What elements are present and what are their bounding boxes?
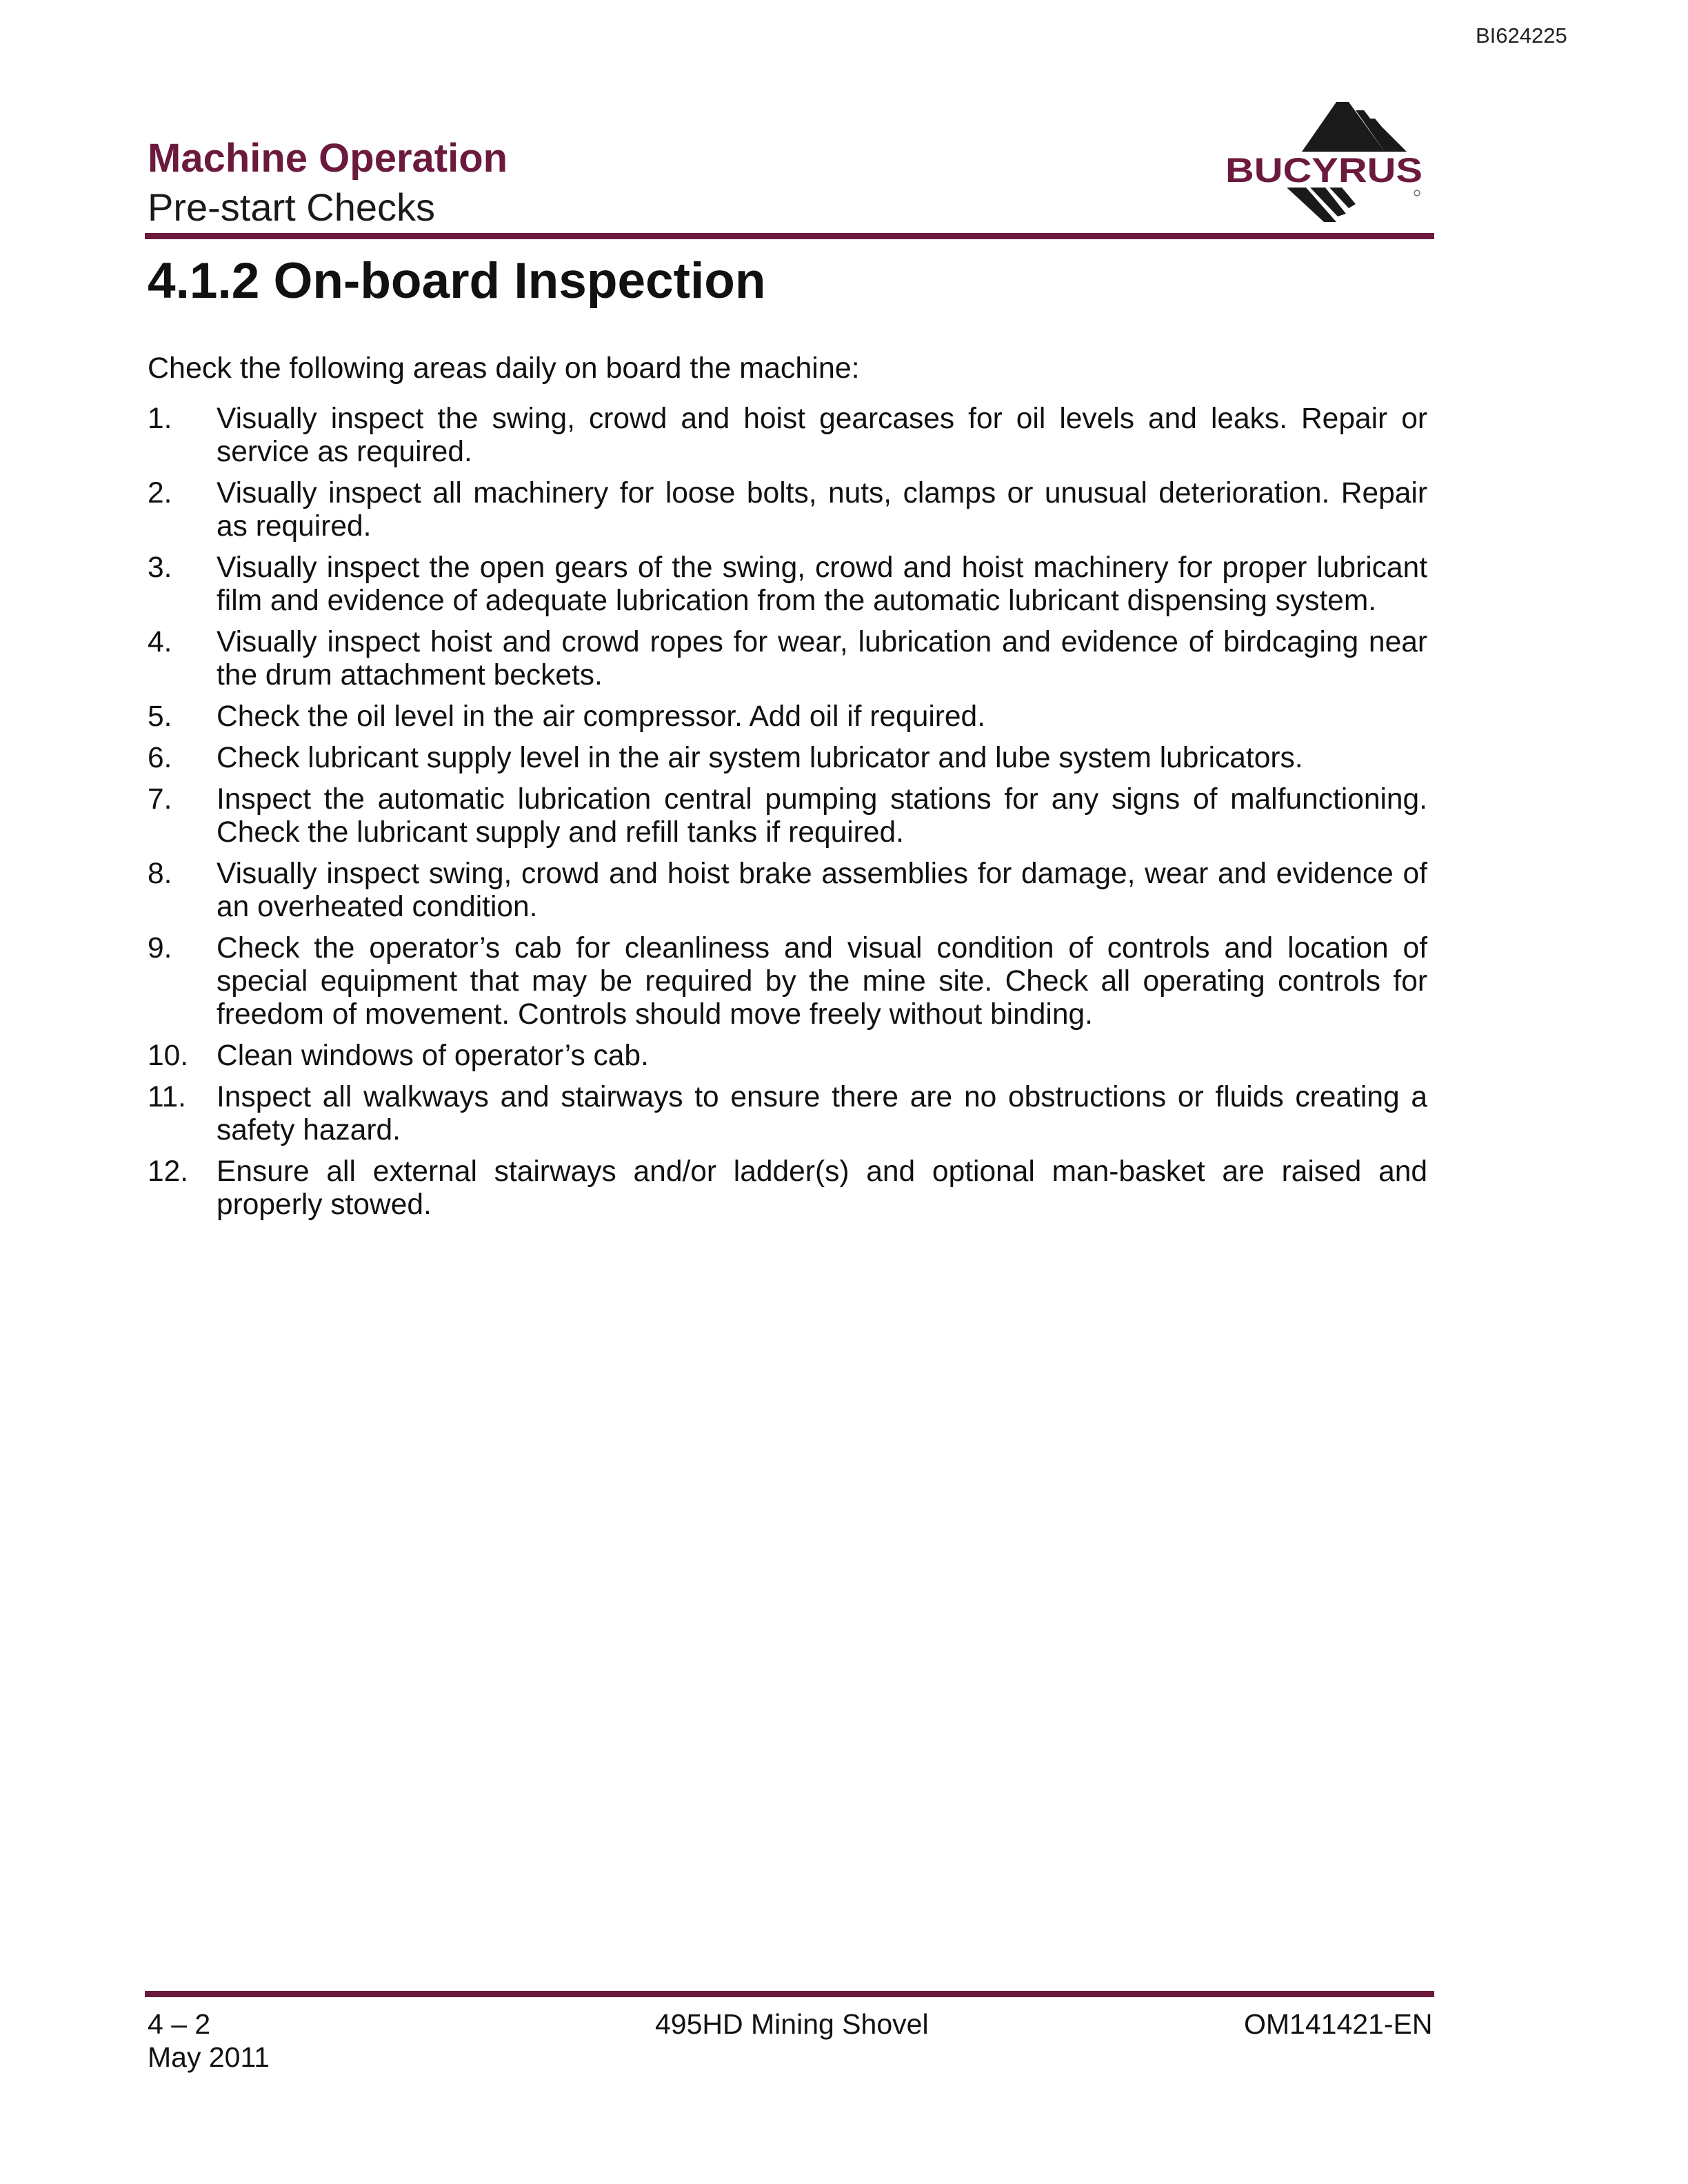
- list-item: [148, 552, 1427, 618]
- step-number: 12.: [148, 1155, 189, 1188]
- step-number: 9.: [148, 932, 172, 964]
- step-number: 2.: [148, 477, 172, 509]
- list-item: [148, 477, 1427, 543]
- footer-doc-number: OM141421-EN: [1244, 2008, 1433, 2040]
- step-text: Inspect the automatic lubrication central pumping stations for any signs of malfunctioning. Check the lubricant supply and refill tanks if required.: [217, 783, 1427, 849]
- page-number: 4 – 2: [148, 2008, 211, 2040]
- list-item: [148, 403, 1427, 469]
- document-id: BI624225: [1476, 23, 1567, 48]
- step-text: Visually inspect the open gears of the swing, crowd and hoist machinery for proper lubricant film and evidence of adequate lubrication from the automatic lubricant dispensing system.: [217, 552, 1427, 617]
- footer-rule: [145, 1991, 1434, 1997]
- list-item: [148, 700, 1427, 734]
- section-title: Machine Operation: [148, 136, 508, 181]
- page-heading: 4.1.2 On-board Inspection: [148, 253, 766, 309]
- step-number: 10.: [148, 1040, 189, 1072]
- section-subtitle: Pre-start Checks: [148, 185, 435, 229]
- step-number: 5.: [148, 700, 172, 733]
- list-item: [148, 858, 1427, 924]
- step-number: 11.: [148, 1081, 186, 1113]
- publication-date: May 2011: [148, 2041, 270, 2073]
- step-text: Check lubricant supply level in the air system lubricator and lube system lubricators.: [217, 742, 1303, 774]
- step-number: 4.: [148, 626, 172, 658]
- list-item: [148, 1040, 1427, 1073]
- header-rule: [145, 233, 1434, 239]
- step-text: Visually inspect hoist and crowd ropes for wear, lubrication and evidence of birdcaging near the drum attachment beckets.: [217, 626, 1427, 691]
- step-text: Check the operator’s cab for cleanliness and visual condition of controls and location of special equipment that may be required by the mine site. Check all operating controls for freedom of movement. Controls should move freely without binding.: [217, 932, 1427, 1031]
- step-text: Visually inspect the swing, crowd and hoist gearcases for oil levels and leaks. Repair or service as required.: [217, 403, 1427, 468]
- list-item: [148, 626, 1427, 692]
- step-number: 1.: [148, 403, 172, 435]
- step-number: 3.: [148, 552, 172, 584]
- logo-wordmark: BUCYRUS: [1225, 151, 1423, 190]
- step-text: Visually inspect swing, crowd and hoist brake assemblies for damage, wear and evidence of an overheated condition.: [217, 858, 1427, 923]
- intro-text: Check the following areas daily on board the machine:: [148, 352, 860, 385]
- list-item: [148, 783, 1427, 849]
- step-text: Inspect all walkways and stairways to ensure there are no obstructions or fluids creating a safety hazard.: [217, 1081, 1427, 1146]
- step-text: Clean windows of operator’s cab.: [217, 1040, 649, 1072]
- inspection-steps: [148, 403, 1427, 1230]
- list-item: [148, 742, 1427, 775]
- bucyrus-logo: [1220, 98, 1427, 229]
- step-text: Ensure all external stairways and/or ladder(s) and optional man-basket are raised and properly stowed.: [217, 1155, 1427, 1221]
- step-number: 8.: [148, 858, 172, 890]
- step-number: 6.: [148, 742, 172, 774]
- list-item: [148, 1155, 1427, 1222]
- step-number: 7.: [148, 783, 172, 816]
- footer-left: [148, 2008, 270, 2074]
- step-text: Check the oil level in the air compressor. Add oil if required.: [217, 700, 986, 733]
- list-item: [148, 932, 1427, 1031]
- list-item: [148, 1081, 1427, 1147]
- step-text: Visually inspect all machinery for loose bolts, nuts, clamps or unusual deterioration. Repair as required.: [217, 477, 1427, 543]
- footer-title: 495HD Mining Shovel: [655, 2008, 929, 2040]
